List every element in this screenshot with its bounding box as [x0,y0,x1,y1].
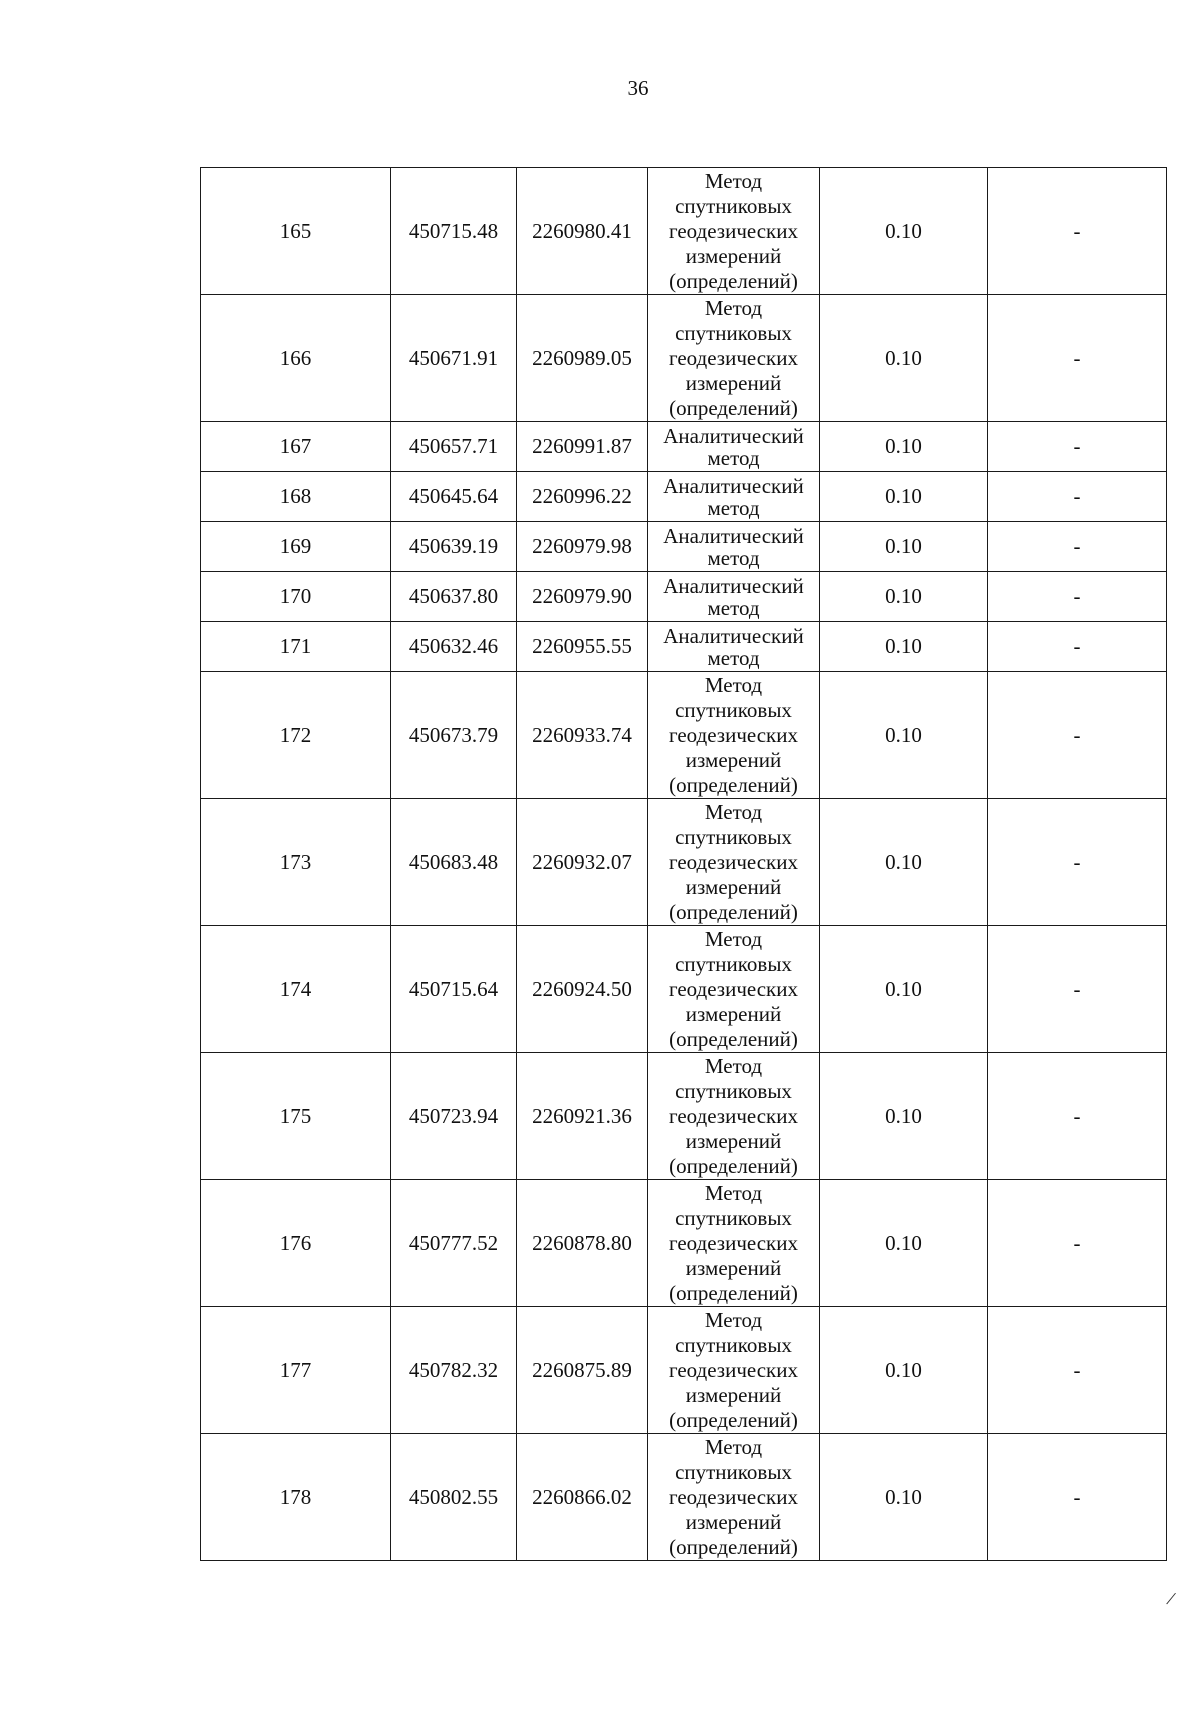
point-number: 168 [201,472,391,522]
coordinate-x: 450777.52 [391,1180,517,1307]
accuracy-cell: 0.10 [820,572,988,622]
method-cell: Аналитический метод [648,622,820,672]
note-cell: - [988,672,1167,799]
note-cell: - [988,522,1167,572]
table-row [201,622,1167,672]
coordinate-x: 450657.71 [391,422,517,472]
coordinate-x: 450723.94 [391,1053,517,1180]
table-row [201,572,1167,622]
table-row [201,1307,1167,1434]
note-cell: - [988,422,1167,472]
table-row [201,799,1167,926]
note-cell: - [988,168,1167,295]
accuracy-cell: 0.10 [820,295,988,422]
coordinate-x: 450671.91 [391,295,517,422]
method-cell: Метод спутниковых геодезических измерений (определений) [648,1307,820,1434]
method-cell: Метод спутниковых геодезических измерений (определений) [648,672,820,799]
note-cell: - [988,1180,1167,1307]
point-number: 167 [201,422,391,472]
coordinate-x: 450715.48 [391,168,517,295]
table-row [201,422,1167,472]
accuracy-cell: 0.10 [820,422,988,472]
method-cell: Метод спутниковых геодезических измерений (определений) [648,1053,820,1180]
accuracy-cell: 0.10 [820,622,988,672]
point-number: 169 [201,522,391,572]
table-row [201,672,1167,799]
note-cell: - [988,472,1167,522]
accuracy-cell: 0.10 [820,926,988,1053]
coordinate-x: 450632.46 [391,622,517,672]
table-row [201,522,1167,572]
point-number: 177 [201,1307,391,1434]
coordinate-x: 450645.64 [391,472,517,522]
point-number: 176 [201,1180,391,1307]
note-cell: - [988,1307,1167,1434]
coordinate-x: 450637.80 [391,572,517,622]
point-number: 166 [201,295,391,422]
coordinate-y: 2260955.55 [517,622,648,672]
coordinate-y: 2260996.22 [517,472,648,522]
point-number: 171 [201,622,391,672]
coordinate-x: 450782.32 [391,1307,517,1434]
point-number: 165 [201,168,391,295]
coordinate-y: 2260878.80 [517,1180,648,1307]
note-cell: - [988,799,1167,926]
point-number: 175 [201,1053,391,1180]
note-cell: - [988,572,1167,622]
coordinate-y: 2260991.87 [517,422,648,472]
method-cell: Аналитический метод [648,472,820,522]
table-row [201,168,1167,295]
coordinate-x: 450639.19 [391,522,517,572]
table-row [201,472,1167,522]
note-cell: - [988,295,1167,422]
coordinate-y: 2260921.36 [517,1053,648,1180]
method-cell: Метод спутниковых геодезических измерений (определений) [648,1180,820,1307]
coordinate-y: 2260933.74 [517,672,648,799]
method-cell: Метод спутниковых геодезических измерений (определений) [648,295,820,422]
accuracy-cell: 0.10 [820,799,988,926]
table-row [201,295,1167,422]
note-cell: - [988,622,1167,672]
coordinate-y: 2260924.50 [517,926,648,1053]
coordinate-x: 450715.64 [391,926,517,1053]
point-number: 172 [201,672,391,799]
method-cell: Метод спутниковых геодезических измерений (определений) [648,168,820,295]
coordinate-y: 2260980.41 [517,168,648,295]
coordinate-x: 450802.55 [391,1434,517,1561]
table-row [201,1180,1167,1307]
method-cell: Аналитический метод [648,422,820,472]
page-number: 36 [627,76,649,100]
coordinate-y: 2260979.98 [517,522,648,572]
coordinate-y: 2260989.05 [517,295,648,422]
accuracy-cell: 0.10 [820,672,988,799]
point-number: 178 [201,1434,391,1561]
table-row [201,926,1167,1053]
accuracy-cell: 0.10 [820,1307,988,1434]
method-cell: Метод спутниковых геодезических измерений (определений) [648,926,820,1053]
note-cell: - [988,926,1167,1053]
note-cell: - [988,1434,1167,1561]
coordinate-x: 450683.48 [391,799,517,926]
coordinate-x: 450673.79 [391,672,517,799]
method-cell: Аналитический метод [648,572,820,622]
coordinate-y: 2260932.07 [517,799,648,926]
method-cell: Метод спутниковых геодезических измерений (определений) [648,799,820,926]
accuracy-cell: 0.10 [820,1434,988,1561]
method-cell: Аналитический метод [648,522,820,572]
accuracy-cell: 0.10 [820,168,988,295]
coordinates-table [200,167,1167,1561]
point-number: 174 [201,926,391,1053]
accuracy-cell: 0.10 [820,472,988,522]
table-row [201,1053,1167,1180]
accuracy-cell: 0.10 [820,1180,988,1307]
accuracy-cell: 0.10 [820,522,988,572]
method-cell: Метод спутниковых геодезических измерений (определений) [648,1434,820,1561]
point-number: 173 [201,799,391,926]
coordinate-y: 2260866.02 [517,1434,648,1561]
note-cell: - [988,1053,1167,1180]
point-number: 170 [201,572,391,622]
table-row [201,1434,1167,1561]
coordinate-y: 2260979.90 [517,572,648,622]
scan-mark: / [1164,1587,1178,1611]
accuracy-cell: 0.10 [820,1053,988,1180]
coordinate-y: 2260875.89 [517,1307,648,1434]
